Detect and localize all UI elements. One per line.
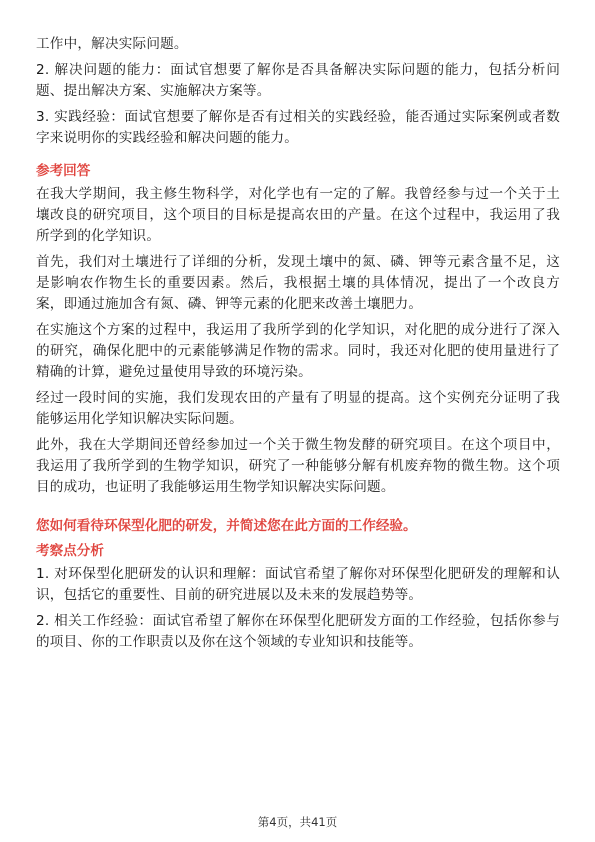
answer-paragraph-4: 经过一段时间的实施，我们发现农田的产量有了明显的提高。这个实例充分证明了我能够运用化学知识解决实际问题。	[36, 390, 560, 427]
page-footer: 第4页，共41页	[257, 815, 338, 829]
answer-paragraph-5: 此外，我在大学期间还曾经参加过一个关于微生物发酵的研究项目。在这个项目中，我运用了我所学到的生物学知识，研究了一种能够分解有机废弃物的微生物。这个项目的成功，也证明了我能够运用生物学知识解决实际问题。	[36, 437, 560, 495]
pre-paragraph-1: 工作中，解决实际问题。	[36, 36, 188, 52]
pre-paragraph-2: 2. 解决问题的能力：面试官想要了解你是否具备解决实际问题的能力，包括分析问题、提出解决方案、实施解决方案等。	[36, 62, 560, 99]
pre-paragraph-3: 3. 实践经验：面试官想要了解你是否有过相关的实践经验，能否通过实际案例或者数字来说明你的实践经验和解决问题的能力。	[36, 109, 560, 146]
question-title: 您如何看待环保型化肥的研发，并简述您在此方面的工作经验。	[36, 518, 417, 534]
answer-paragraph-2: 首先，我们对土壤进行了详细的分析，发现土壤中的氮、磷、钾等元素含量不足，这是影响农作物生长的重要因素。然后，我根据土壤的具体情况，提出了一个改良方案，即通过施加含有氮、磷、钾等元素的化肥来改善土壤肥力。	[36, 254, 560, 312]
answer-paragraph-3: 在实施这个方案的过程中，我运用了我所学到的化学知识，对化肥的成分进行了深入的研究，确保化肥中的元素能够满足作物的需求。同时，我还对化肥的使用量进行了精确的计算，避免过量使用导致的环境污染。	[36, 322, 560, 380]
document-page	[36, 34, 560, 658]
analysis-point-1: 1. 对环保型化肥研发的认识和理解：面试官希望了解你对环保型化肥研发的理解和认识，包括它的重要性、目前的研究进展以及未来的发展趋势等。	[36, 566, 560, 603]
answer-heading: 参考回答	[36, 163, 91, 179]
analysis-point-2: 2. 相关工作经验：面试官希望了解你在环保型化肥研发方面的工作经验，包括你参与的项目、你的工作职责以及你在这个领域的专业知识和技能等。	[36, 613, 560, 650]
analysis-heading: 考察点分析	[36, 543, 104, 559]
answer-paragraph-1: 在我大学期间，我主修生物科学，对化学也有一定的了解。我曾经参与过一个关于土壤改良的研究项目，这个项目的目标是提高农田的产量。在这个过程中，我运用了我所学到的化学知识。	[36, 186, 560, 244]
